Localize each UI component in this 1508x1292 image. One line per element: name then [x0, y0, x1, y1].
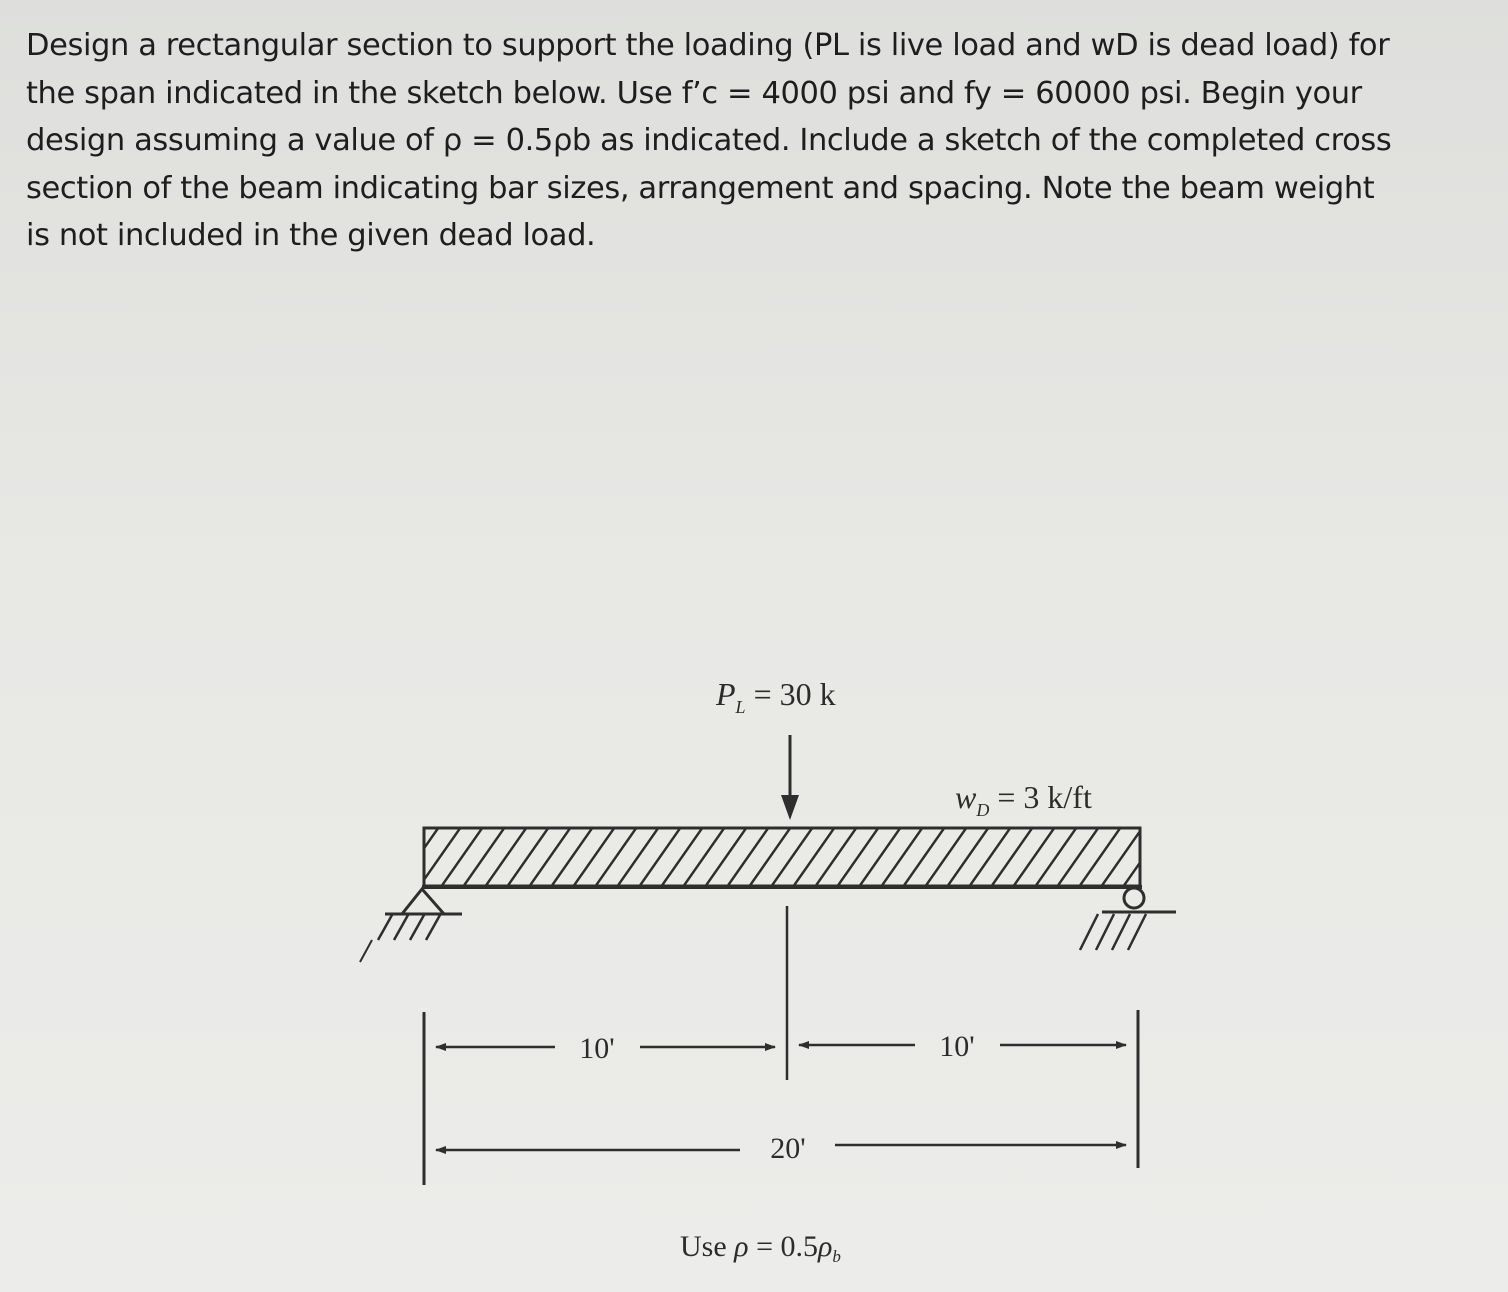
point-load-label: $P_L = 30$ k	[716, 676, 836, 717]
problem-line: Design a rectangular section to support the loading (PL is live load and wD is dead load) for	[26, 28, 1390, 63]
dead-load-label: $w_D = 3$ k/ft	[955, 779, 1092, 820]
problem-line: is not included in the given dead load.	[26, 218, 596, 253]
dimension-left-label: 10'	[579, 1032, 615, 1065]
problem-line: section of the beam indicating bar sizes, arrangement and spacing. Note the beam weight	[26, 170, 1375, 206]
design-note: Use $\rho = 0.5\rho_b$	[680, 1230, 841, 1266]
dimension-total-label: 20'	[770, 1132, 806, 1165]
dimension-right-label: 10'	[939, 1030, 975, 1063]
point-load-arrow	[781, 735, 799, 820]
problem-line: design assuming a value of ρ = 0.5ρb as indicated. Include a sketch of the completed cross	[26, 123, 1392, 158]
pin-support-left	[360, 889, 462, 962]
problem-line: the span indicated in the sketch below. Use f’c = 4000 psi and fy = 60000 psi. Begin your	[26, 75, 1362, 111]
roller-support-right	[1080, 888, 1176, 950]
distributed-load-block	[424, 828, 1140, 886]
